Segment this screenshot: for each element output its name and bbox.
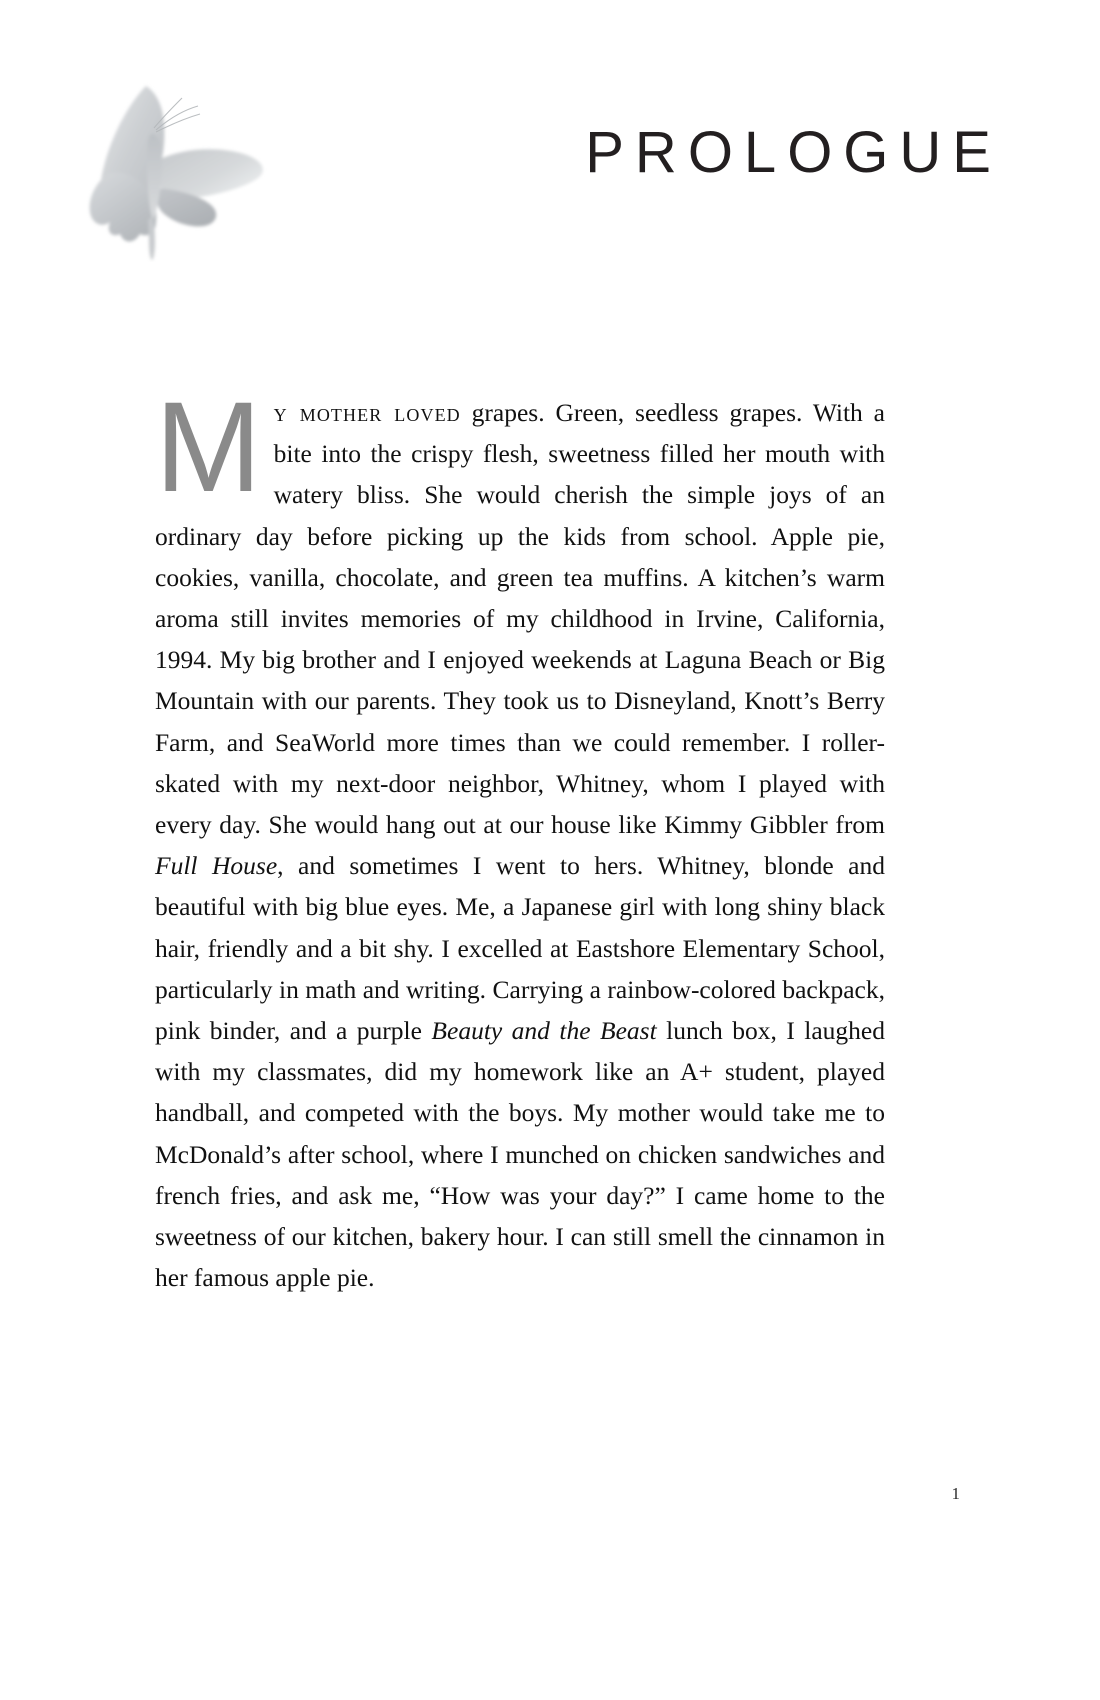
chapter-title: PROLOGUE <box>585 120 1002 185</box>
butterfly-illustration <box>86 62 271 262</box>
prologue-paragraph <box>155 376 885 1298</box>
page-number: 1 <box>951 1484 960 1503</box>
drop-cap: M <box>155 376 260 519</box>
italic-title-full-house: Full House <box>155 851 278 881</box>
page-content <box>155 376 885 1298</box>
opening-small-caps: y mother loved <box>273 398 461 427</box>
paragraph-run-1: grapes. Green, seedless grapes. With a bite into the crispy flesh, sweetness filled her mouth with watery bliss. She would cherish the simple joys of an ordinary day before picking up the kids from school. Apple pie, cookies, vanilla, chocolate, and green tea muffins. A kitchen’s warm aroma still invites memories of my childhood in Irvine, California, 1994. My big brother and I enjoyed weekends at Laguna Beach or Big Mountain with our parents. They took us to Disneyland, Knott’s Berry Farm, and SeaWorld more times than we could remember. I roller-skated with my next-door neighbor, Whitney, whom I played with every day. She would hang out at our house like Kimmy Gibbler from <box>155 398 885 840</box>
paragraph-run-2: , and sometimes I went to hers. Whitney, blonde and beautiful with big blue eyes. Me, a Japanese girl with long shiny black hair, friendly and a bit shy. I excelled at Eastshore Elementary School, particularly in math and writing. Carrying a rainbow-colored backpack, pink binder, and a purple <box>155 851 885 1046</box>
paragraph-run-3: lunch box, I laughed with my classmates, did my homework like an A+ student, played handball, and competed with the boys. My mother would take me to McDonald’s after school, where I munched on chicken sandwiches and french fries, and ask me, “How was your day?” I came home to the sweetness of our kitchen, bakery hour. I can still smell the cinnamon in her famous apple pie. <box>155 1016 885 1293</box>
italic-title-beauty-and-the-beast: Beauty and the Beast <box>431 1016 657 1046</box>
page-header <box>0 0 1100 300</box>
